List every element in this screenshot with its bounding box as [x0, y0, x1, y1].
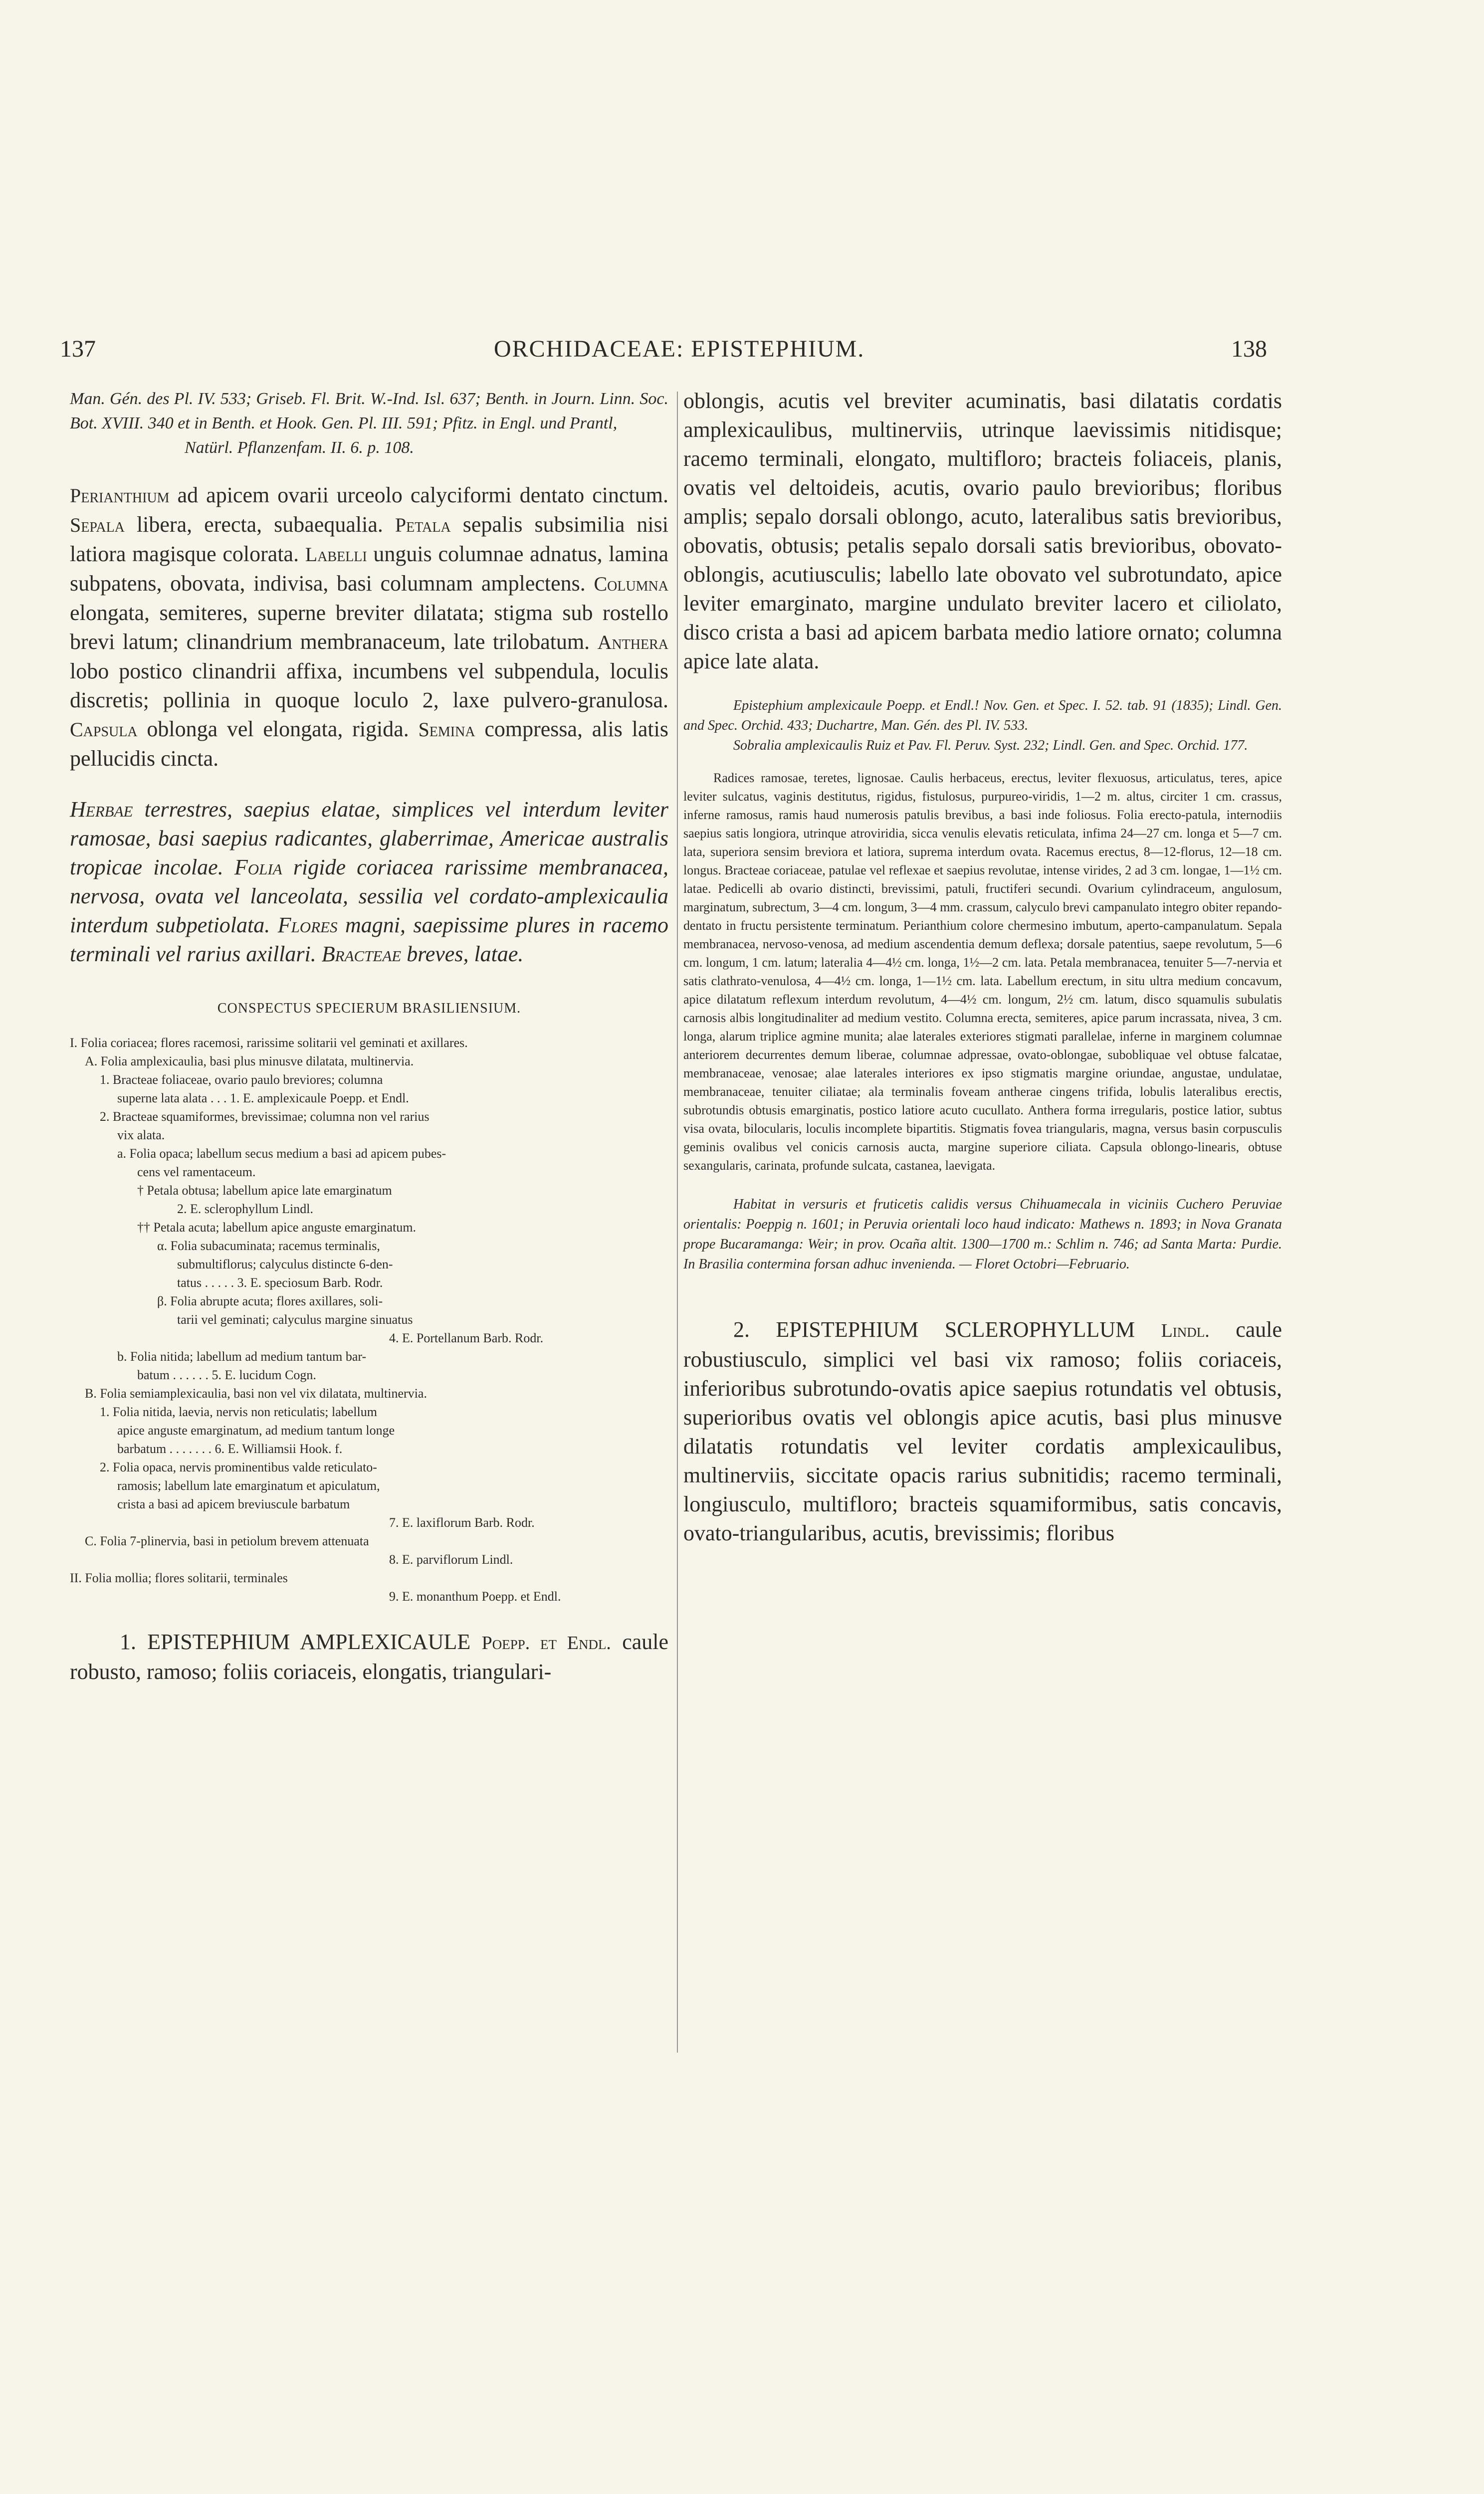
smallcaps-term: Labelli: [305, 543, 367, 566]
term-text: sepalis subsimilia nisi latiora magisque colorata.: [70, 512, 669, 566]
term-text: elongata, semiteres, superne breviter dilatata; stigma sub rostello brevi latum; clinandrium membranaceum, late trilobatum.: [70, 601, 668, 654]
key-line: 1. Folia nitida, laevia, nervis non reticulatis; labellum: [100, 1405, 377, 1419]
key-line: 2. Folia opaca, nervis prominentibus valde reticulato-: [100, 1460, 377, 1474]
key-line: 4. E. Portellanum Barb. Rodr.: [389, 1331, 544, 1345]
term-text: terrestres, saepius elatae, simplices vel interdum leviter ramosae, basi saepius radicantes, glaberrimae, Americae australis tropicae incolae.: [70, 797, 668, 879]
smallcaps-term: Petala: [395, 514, 451, 536]
key-line: †† Petala acuta; labellum apice anguste emarginatum.: [137, 1220, 417, 1235]
key-line: barbatum . . . . . . . 6. E. Williamsii Hook. f.: [117, 1442, 343, 1456]
key-line: 1. Bracteae foliaceae, ovario paulo breviores; columna: [100, 1072, 383, 1087]
habitat-note: Habitat in versuris et fruticetis calidis versus Chihuamecala in viciniis Cuchero Peruviae orientalis: Poeppig n. 1601; in Peruvia orientali loco haud indicato: Mathews n. 1893; in Nova Granata prope Bucaramanga: Weir; in prov. Ocaña altit. 1300—1700 m.: Schlim n. 746; ad Santa Marta: Purdie. In Brasilia contermina forsan adhuc invenienda. — Floret Octobri—Februario.: [683, 1197, 1282, 1272]
genus-references: Man. Gén. des Pl. IV. 533; Griseb. Fl. Brit. W.-Ind. Isl. 637; Benth. in Journ. Linn. Soc. Bot. XVIII. 340 et in Benth. et Hook. Gen. Pl. III. 591; Pfitz. in Engl. und Prantl,: [70, 390, 668, 432]
species1-description: oblongis, acutis vel breviter acuminatis, basi dilatatis cordatis amplexicaulibus, multinerviis, utrinque laevissimis nitidisque; racemo terminali, elongato, multifloro; bracteis foliaceis, planis, ovatis vel deltoideis, acutis, ovario paulo brevioribus; floribus amplis; sepalo dorsali oblongo, acuto, lateralibus satis brevioribus, obovatis, obtusis; petalis sepalo dorsali satis brevioribus, obovato-oblongis, acutiusculis; labello late obovato vel subrotundato, apice leviter emarginato, margine undulato breviter lacero et ciliolato, disco crista a basi ad apicem barbata medio latiore ornato; columna apice late alata.: [683, 389, 1282, 673]
smallcaps-term: Bracteae: [321, 942, 402, 966]
species1-paragraph: [70, 1628, 668, 1686]
conspectus-title: CONSPECTUS SPECIERUM BRASILIENSIUM.: [217, 1001, 521, 1016]
key-line: a. Folia opaca; labellum secus medium a basi ad apicem pubes-: [117, 1146, 446, 1161]
smallcaps-term: Capsula: [70, 718, 138, 741]
page-number-right: 138: [1231, 336, 1267, 362]
synonymy-2: Sobralia amplexicaulis Ruiz et Pav. Fl. Peruv. Syst. 232; Lindl. Gen. and Spec. Orchid. 177.: [733, 738, 1248, 753]
smallcaps-term: Anthera: [597, 631, 668, 653]
species1-heading: 1. EPISTEPHIUM AMPLEXICAULE: [120, 1630, 471, 1654]
key-line: 8. E. parviflorum Lindl.: [389, 1552, 513, 1567]
key-line: α. Folia subacuminata; racemus terminalis,: [157, 1239, 380, 1253]
smallcaps-term: Herbae: [70, 797, 133, 822]
genus-references-cont: Natürl. Pflanzenfam. II. 6. p. 108.: [185, 438, 414, 457]
term-text: lobo postico clinandrii affixa, incumbens vel subpendula, loculis discretis; pollinia in quoque loculo 2, laxe pulvero-granulosa.: [70, 659, 668, 712]
term-text: libera, erecta, subaequalia.: [124, 512, 395, 537]
species1-text-start: caule robusto, ramoso; foliis coriaceis, elongatis, triangulari-: [70, 1630, 669, 1684]
key-line: I. Folia coriacea; flores racemosi, rarissime solitarii vel geminati et axillares.: [70, 1036, 468, 1050]
species-key: [70, 1034, 668, 1606]
term-text: rigide coriacea rarissime membranacea, nervosa, ovata vel lanceolata, sessilia vel cordato-amplexicaulia interdum subpetiolata.: [70, 855, 668, 937]
key-line: superne lata alata . . . 1. E. amplexicaule Poepp. et Endl.: [117, 1091, 409, 1105]
species2-text: caule robustiusculo, simplici vel basi vix ramoso; foliis coriaceis, inferioribus subrotundo-ovatis apice saepius rotundatis vel obtusis, superioribus ovatis vel oblongis apice acutis, basi plus minusve dilatatis rotundatis vel leviter cordatis amplexicaulibus, multinerviis, siccitate opacis rarius subnitidis; racemo terminali, longiusculo, multifloro; bracteis squamiformibus, satis concavis, ovato-triangularibus, acutis, brevissimis; floribus: [683, 1317, 1282, 1545]
smallcaps-term: Flores: [277, 913, 338, 937]
genus-description: [70, 481, 668, 773]
column-divider: [677, 392, 678, 2053]
synonymy-1: Epistephium amplexicaule Poepp. et Endl.! Nov. Gen. et Spec. I. 52. tab. 91 (1835); Lindl. Gen. and Spec. Orchid. 433; Duchartre, Man. Gén. des Pl. IV. 533.: [683, 698, 1282, 733]
key-line: 2. Bracteae squamiformes, brevissimae; columna non vel rarius: [100, 1109, 429, 1124]
key-line: ramosis; labellum late emarginatum et apiculatum,: [117, 1478, 380, 1493]
key-line: A. Folia amplexicaulia, basi plus minusve dilatata, multinervia.: [85, 1054, 414, 1068]
species2-heading: 2. EPISTEPHIUM SCLEROPHYLLUM: [733, 1317, 1135, 1342]
key-line: 2. E. sclerophyllum Lindl.: [177, 1202, 313, 1216]
key-line: crista a basi ad apicem breviuscule barbatum: [117, 1497, 350, 1511]
right-column: [683, 387, 1282, 1548]
left-column: [70, 387, 668, 1686]
habit-description: [70, 795, 668, 969]
species2-authority: Lindl.: [1161, 1320, 1210, 1341]
key-line: † Petala obtusa; labellum apice late emarginatum: [137, 1183, 392, 1198]
key-line: batum . . . . . . 5. E. lucidum Cogn.: [137, 1368, 316, 1382]
key-line: b. Folia nitida; labellum ad medium tantum bar-: [117, 1349, 367, 1364]
species1-authority: Poepp. et Endl.: [481, 1633, 611, 1654]
key-line: B. Folia semiamplexicaulia, basi non vel vix dilatata, multinervia.: [85, 1386, 427, 1401]
running-title: ORCHIDACEAE: EPISTEPHIUM.: [494, 336, 865, 362]
smallcaps-term: Columna: [594, 573, 668, 595]
key-line: 7. E. laxiflorum Barb. Rodr.: [389, 1515, 535, 1530]
smallcaps-term: Perianthium: [70, 484, 170, 507]
term-text: compressa, alis latis pellucidis cincta.: [70, 717, 668, 771]
key-line: C. Folia 7-plinervia, basi in petiolum brevem attenuata: [85, 1534, 369, 1548]
term-text: breves, latae.: [401, 942, 524, 966]
term-text: oblonga vel elongata, rigida.: [137, 717, 419, 741]
key-line: 9. E. monanthum Poepp. et Endl.: [389, 1589, 561, 1604]
smallcaps-term: Folia: [234, 855, 282, 879]
species1-detail: Radices ramosae, teretes, lignosae. Caulis herbaceus, erectus, leviter flexuosus, articulatus, teres, apice leviter sulcatus, vaginis destitutus, rigidus, fistulosus, purpureo-viridis, 1—2 m. altus, circiter 1 cm. crassus, inferne ramosus, ramis haud numerosis patulis brevibus, a basi inde foliosus. Folia erecto-patula, internodiis saepius satis longiora, utrinque atroviridia, sicca venulis elevatis reticulata, infima 24—27 cm. longa et 5—7 cm. lata, superiora sensim breviora et latiora, suprema interdum ovata. Racemus erectus, 8—12-florus, 12—18 cm. longus. Bracteae coriaceae, patulae vel reflexae et saepius revolutae, intense virides, 2 ad 3 cm. longae, 1—1½ cm. latae. Pedicelli ab ovario distincti, brevissimi, patuli, fructiferi secundi. Ovarium cylindraceum, angulosum, marginatum, subrectum, 3—4 cm. longum, 3—4 mm. crassum, calyculo brevi campanulato integro obiter repando-dentato in fructu persistente terminatum. Perianthium colore chermesino imbutum, aperto-campanulatum. Sepala membranacea, nervoso-venosa, ad medium ascendentia demum deflexa; dorsale patentius, saepe revolutum, 5—6 cm. longum, 1 cm. latum; lateralia 4—4½ cm. longa, 1½—2 cm. lata. Petala membranacea, tenuiter 5—7-nervia et satis clathrato-venulosa, 4—4½ cm. longa, 1—1½ cm. lata. Labellum erectum, in situ ultra medium concavum, apice dilatatum reflexum interdum revolutum, 4—4½ cm. longum, 2½ cm. latum, disco squamulis subulatis carnosis albis longitudinaliter ad medium vestito. Columna erecta, semiteres, apice parum incrassata, nivea, 3 cm. longa, alarum triplice agmine munita; alae laterales exteriores stigmati parallelae, inferne in marginem columnae anteriorem decurrentes demum liberae, columnae adpressae, ovato-oblongae, subobliquae vel obtuse falcatae, membranaceae, venosae; alae laterales interiores ex ipso stigmatis margine oriundae, angustae, undulatae, membranaceae, tenuiter ciliatae; ala terminalis foveam antherae cingens trifida, lobulis lateralibus erectis, subrotundis obtusis emarginatis, postico latiore acuto cucullato. Anthera forma irregularis, postice latior, subtus visa ovata, bilocularis, loculis incomplete bipartitis. Stigmatis fovea triangularis, magna, versus basin corpusculis geminis ovalibus vel conicis carnosis aucta, margine superiore ciliata. Capsula oblongo-linearis, obtuse sexangularis, carinata, profunde sulcata, castanea, laevigata.: [683, 771, 1282, 1173]
key-line: β. Folia abrupte acuta; flores axillares, soli-: [157, 1294, 383, 1308]
running-header: [60, 335, 1267, 365]
key-line: II. Folia mollia; flores solitarii, terminales: [70, 1571, 288, 1585]
key-line: tatus . . . . . 3. E. speciosum Barb. Rodr.: [177, 1275, 383, 1290]
term-text: ad apicem ovarii urceolo calyciformi dentato cinctum.: [169, 483, 668, 507]
smallcaps-term: Sepala: [70, 514, 125, 536]
page-number-left: 137: [60, 336, 96, 362]
term-text: magni, saepissime plures in racemo terminali vel rarius axillari.: [70, 913, 669, 966]
key-line: submultiflorus; calyculus distincte 6-den-: [177, 1257, 393, 1271]
species2-paragraph: [683, 1315, 1282, 1548]
term-text: unguis columnae adnatus, lamina subpatens, obovata, indivisa, basi columnam amplectens.: [70, 542, 668, 596]
key-line: apice anguste emarginatum, ad medium tantum longe: [117, 1423, 395, 1438]
smallcaps-term: Semina: [418, 718, 475, 741]
key-line: vix alata.: [117, 1128, 165, 1142]
key-line: tarii vel geminati; calyculus margine sinuatus: [177, 1312, 413, 1327]
key-line: cens vel ramentaceum.: [137, 1165, 256, 1179]
